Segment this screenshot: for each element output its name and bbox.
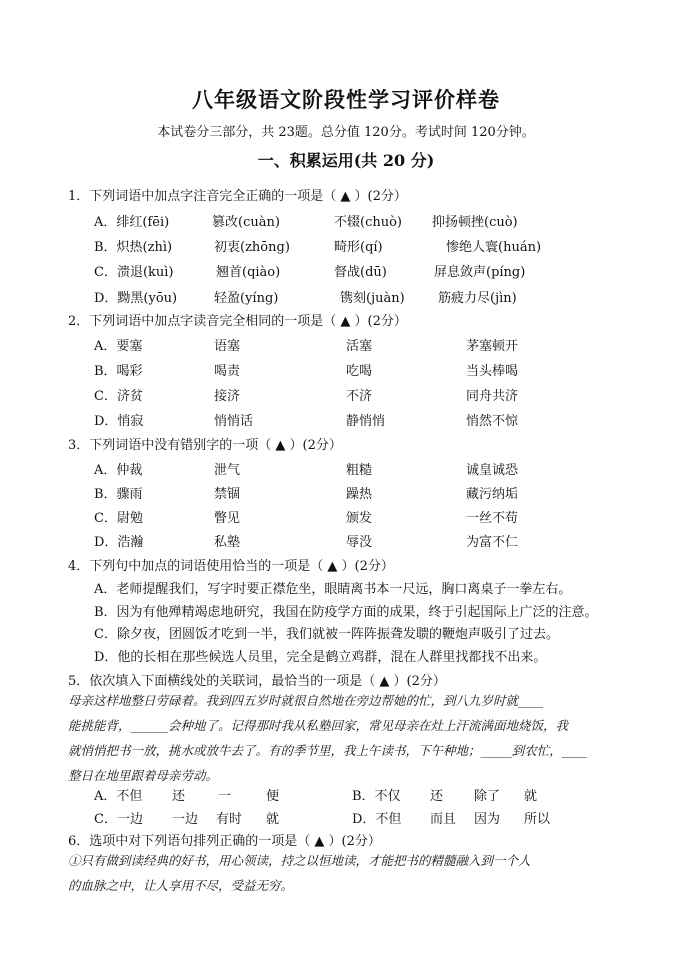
q2-option-d-2: 悄悄话 bbox=[214, 414, 254, 429]
q4-option-d: D．他的长相在那些候选人员里，完全是鹤立鸡群，混在人群里找都找不出来。 bbox=[94, 650, 547, 665]
question-4-stem: 4．下列句中加点的词语使用恰当的一项是（ ▲ ）(2分） bbox=[68, 559, 394, 574]
q1-option-c-3: 督战(dū) bbox=[334, 265, 387, 280]
q3-option-d-2: 私塾 bbox=[214, 535, 241, 550]
q2-option-c-4: 同舟共济 bbox=[466, 389, 519, 404]
q3-option-a-2: 泄气 bbox=[214, 463, 241, 478]
q2-option-d-4: 悄然不惊 bbox=[466, 414, 519, 429]
q6-passage-line: 的血脉之中，让人享用不尽，受益无穷。 bbox=[68, 878, 294, 893]
question-6-stem: 6．选项中对下列语句排列正确的一项是（ ▲ ）(2分） bbox=[68, 834, 381, 849]
q5-option-b-3: 除了 bbox=[474, 789, 501, 804]
q5-option-b-4: 就 bbox=[524, 789, 538, 804]
q3-option-c-2: 瞥见 bbox=[214, 511, 241, 526]
q1-option-d-1: D．黝黑(yōu) bbox=[94, 291, 178, 306]
q3-option-b-2: 禁锢 bbox=[214, 487, 241, 502]
q6-passage-line: ①只有做到读经典的好书，用心领读，持之以恒地读，才能把书的精髓融入到一个人 bbox=[68, 853, 531, 868]
q3-option-a-4: 诚皇诚恐 bbox=[466, 463, 519, 478]
q3-option-b-3: 躁热 bbox=[346, 487, 373, 502]
q5-passage-line: 整日在地里跟着母亲劳动。 bbox=[68, 768, 219, 783]
q1-option-c-2: 翘首(qiào) bbox=[216, 265, 281, 280]
q5-option-d-2: 而且 bbox=[430, 812, 457, 827]
q5-option-b-1: B．不仅 bbox=[352, 789, 401, 804]
q3-option-c-4: 一丝不苟 bbox=[466, 511, 519, 526]
q2-option-a-4: 茅塞顿开 bbox=[466, 339, 519, 354]
q2-option-b-2: 喝责 bbox=[214, 364, 241, 379]
q3-option-c-1: C．尉勉 bbox=[94, 511, 143, 526]
q3-option-b-1: B．骤雨 bbox=[94, 487, 143, 502]
q1-option-b-3: 畸形(qí) bbox=[334, 240, 383, 255]
q2-option-c-1: C．济贫 bbox=[94, 389, 143, 404]
section-heading: 一、积累运用(共 20 分) bbox=[257, 151, 435, 170]
q4-option-c: C．除夕夜，团圆饭才吃到一半，我们就被一阵阵振聋发聩的鞭炮声吸引了过去。 bbox=[94, 627, 559, 642]
q2-option-a-1: A．要塞 bbox=[94, 339, 143, 354]
q5-option-a-2: 还 bbox=[172, 789, 186, 804]
q5-option-a-3: 一 bbox=[218, 789, 232, 804]
q5-option-c-1: C．一边 bbox=[94, 812, 143, 827]
q2-option-b-3: 吃喝 bbox=[346, 364, 373, 379]
q3-option-a-3: 粗糙 bbox=[346, 463, 373, 478]
q1-option-a-4: 抑扬顿挫(cuò) bbox=[432, 215, 518, 230]
q1-option-b-1: B．炽热(zhì) bbox=[94, 240, 173, 255]
q5-option-c-2: 一边 bbox=[172, 812, 199, 827]
q5-option-c-4: 就 bbox=[266, 812, 280, 827]
q3-option-d-1: D．浩瀚 bbox=[94, 535, 144, 550]
q5-passage-line: 就悄悄把书一放，挑水或放牛去了。有的季节里，我上午读书，下午种地；_____到农忙，____ bbox=[68, 743, 587, 758]
q5-option-a-1: A．不但 bbox=[94, 789, 143, 804]
q5-passage-line: 母亲这样地整日劳碌着。我到四五岁时就很自然地在旁边帮她的忙，到八九岁时就____ bbox=[68, 693, 544, 708]
q3-option-a-1: A．仲裁 bbox=[94, 463, 143, 478]
q5-option-d-1: D．不但 bbox=[352, 812, 402, 827]
q2-option-a-3: 活塞 bbox=[346, 339, 373, 354]
q5-option-b-2: 还 bbox=[430, 789, 444, 804]
page-title: 八年级语文阶段性学习评价样卷 bbox=[192, 87, 500, 112]
q5-passage bbox=[68, 688, 628, 788]
q2-option-d-3: 静悄悄 bbox=[346, 414, 386, 429]
question-3-stem: 3．下列词语中没有错别字的一项（ ▲ ）(2分） bbox=[68, 438, 342, 453]
q1-option-c-1: C．溃退(kuì) bbox=[94, 265, 174, 280]
q6-passage bbox=[68, 848, 628, 898]
q1-option-a-2: 篡改(cuàn) bbox=[212, 215, 280, 230]
q1-option-d-2: 轻盈(yíng) bbox=[214, 291, 279, 306]
question-5-stem: 5．依次填入下面横线处的关联词，最恰当的一项是（ ▲ ）(2分） bbox=[68, 674, 446, 689]
q3-option-c-3: 颁发 bbox=[346, 511, 373, 526]
q5-option-a-4: 便 bbox=[266, 789, 280, 804]
q2-option-b-4: 当头棒喝 bbox=[466, 364, 519, 379]
q1-option-b-4: 惨绝人寰(huán) bbox=[446, 240, 542, 255]
q4-option-b: B．因为有他殚精竭虑地研究，我国在防疫学方面的成果，终于引起国际上广泛的注意。 bbox=[94, 605, 598, 620]
q1-option-b-2: 初衷(zhōng) bbox=[214, 240, 290, 255]
q2-option-d-1: D．悄寂 bbox=[94, 414, 144, 429]
q1-option-c-4: 屏息敛声(píng) bbox=[434, 265, 526, 280]
q2-option-a-2: 语塞 bbox=[214, 339, 241, 354]
exam-instructions: 本试卷分三部分，共 23题。总分值 120分。考试时间 120分钟。 bbox=[157, 125, 535, 140]
q5-passage-line: 能挑能背，______会种地了。记得那时我从私塾回家，常见母亲在灶上汗流满面地烧饭，我 bbox=[68, 718, 569, 733]
q1-option-d-3: 镌刻(juàn) bbox=[340, 291, 405, 306]
q5-option-d-4: 所以 bbox=[524, 812, 551, 827]
q2-option-b-1: B．喝彩 bbox=[94, 364, 143, 379]
q4-option-a: A．老师提醒我们，写字时要正襟危坐，眼睛离书本一尺远，胸口离桌子一拳左右。 bbox=[94, 582, 572, 597]
q2-option-c-3: 不济 bbox=[346, 389, 373, 404]
q3-option-d-4: 为富不仁 bbox=[466, 535, 519, 550]
q5-option-d-3: 因为 bbox=[474, 812, 501, 827]
q5-option-c-3: 有时 bbox=[216, 812, 243, 827]
q3-option-b-4: 藏污纳垢 bbox=[466, 487, 519, 502]
q2-option-c-2: 接济 bbox=[214, 389, 241, 404]
q3-option-d-3: 辱没 bbox=[346, 535, 373, 550]
q1-option-d-4: 筋疲力尽(jìn) bbox=[438, 291, 517, 306]
question-1-stem: 1．下列词语中加点字注音完全正确的一项是（ ▲ ）(2分） bbox=[68, 189, 407, 204]
question-2-stem: 2．下列词语中加点字读音完全相同的一项是（ ▲ ）(2分） bbox=[68, 314, 407, 329]
q1-option-a-3: 不辍(chuò) bbox=[334, 215, 402, 230]
q1-option-a-1: A．绯红(fēi) bbox=[94, 215, 170, 230]
